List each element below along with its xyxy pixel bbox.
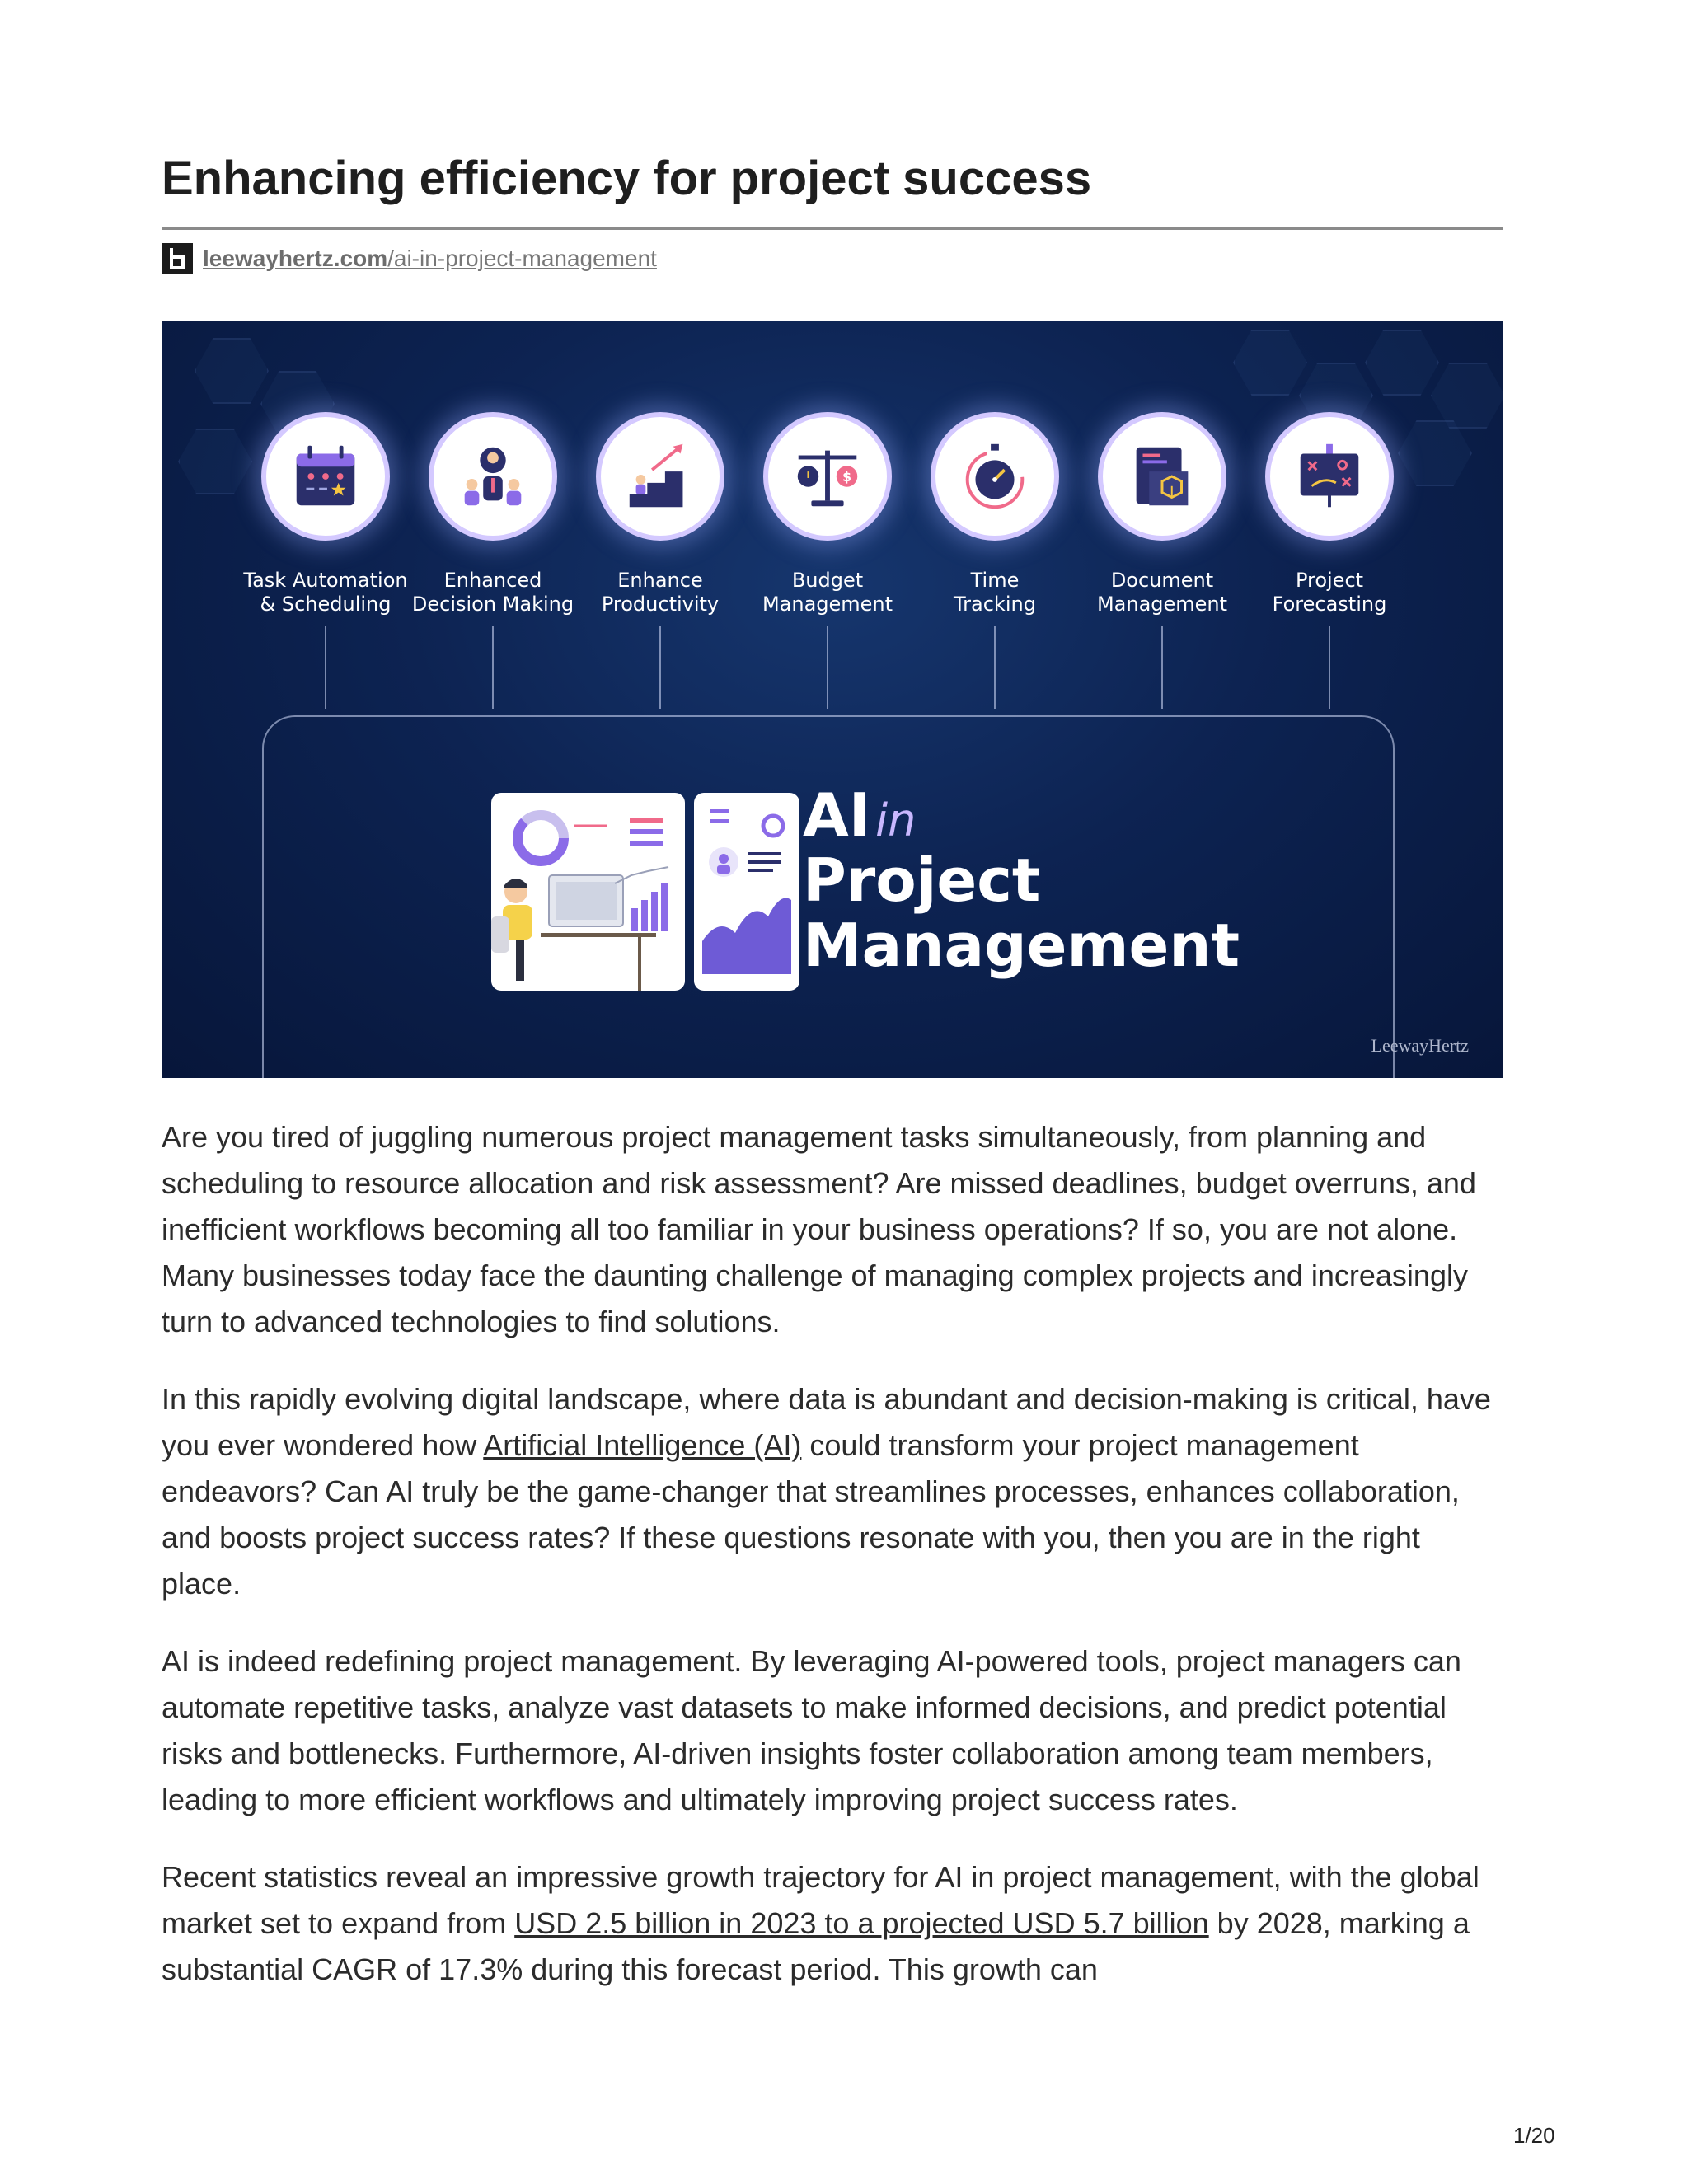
article-body xyxy=(162,1114,1503,2024)
balance-scale-icon xyxy=(787,436,868,517)
calendar-icon xyxy=(285,436,366,517)
source-path: /ai-in-project-management xyxy=(387,246,657,271)
feature-productivity xyxy=(578,412,743,659)
paragraph-3: AI is indeed redefining project management. By leveraging AI-powered tools, project managers can automate repetitive tasks, analyze vast datasets to make informed decisions, and predict potential risks and bottlenecks. Furthermore, AI-driven insights foster collaboration among team members, leading to more efficient workflows and ultimately improving project success rates. xyxy=(162,1644,1461,1816)
team-decision-icon xyxy=(452,436,533,517)
hero-watermark: LeewayHertz xyxy=(1371,1035,1469,1056)
paragraph-4: Recent statistics reveal an impressive growth trajectory for AI in project management, with the global market set to expand from USD 2.5 billion in 2023 to a projected USD 5.7 billion by 2028, marking a substantial CAGR of 17.3% during this forecast period. This growth can xyxy=(162,1860,1479,1986)
feature-label: Task Automation & Scheduling xyxy=(243,569,408,616)
source-link[interactable] xyxy=(203,246,657,272)
source-domain: leewayhertz.com xyxy=(203,246,388,271)
paragraph-2: In this rapidly evolving digital landscape, where data is abundant and decision-making is critical, have you ever wondered how Artificial Intelligence (AI) could transform your project management endeavors? Can AI truly be the game-changer that streamlines processes, enhances collaboration, and boosts project success rates? If these questions resonate with you, then you are in the right place. xyxy=(162,1382,1491,1601)
feature-time-tracking xyxy=(912,412,1077,659)
feature-budget xyxy=(745,412,910,659)
paragraph-1: Are you tired of juggling numerous project management tasks simultaneously, from planning and scheduling to resource allocation and risk assessment? Are missed deadlines, budget overruns, and inefficient workflows becoming all too familiar in your business operations? If so, you are not alone. Many businesses today face the daunting challenge of managing complex projects and increasingly turn to advanced technologies to find solutions. xyxy=(162,1120,1476,1338)
feature-document xyxy=(1080,412,1245,659)
page-number: 1/20 xyxy=(1513,2123,1555,2148)
feature-decision-making xyxy=(410,412,575,659)
title-divider xyxy=(162,227,1503,230)
headline-project: Project xyxy=(803,846,1041,916)
headline-management: Management xyxy=(803,911,1240,981)
dashboard-panel xyxy=(491,793,685,991)
feature-label: Budget Management xyxy=(762,569,893,616)
headline-ai: AI xyxy=(803,780,871,850)
feature-label: Document Management xyxy=(1096,569,1228,616)
market-stat-link[interactable]: USD 2.5 billion in 2023 to a projected USD 5.7 billion xyxy=(514,1906,1209,1940)
headline-in: in xyxy=(875,794,917,846)
feature-forecasting xyxy=(1247,412,1412,659)
feature-label: Enhanced Decision Making xyxy=(411,569,574,616)
analytics-illustration xyxy=(491,793,685,991)
strategy-board-icon xyxy=(1289,436,1370,517)
growth-stairs-icon xyxy=(620,436,701,517)
document-folder-icon xyxy=(1122,436,1203,517)
site-logo-icon xyxy=(162,243,193,274)
svg-text:$: $ xyxy=(842,468,851,485)
feature-label: Project Forecasting xyxy=(1272,569,1387,616)
profile-chart-illustration xyxy=(694,793,799,991)
source-line xyxy=(162,242,657,275)
ai-link[interactable]: Artificial Intelligence (AI) xyxy=(483,1428,802,1462)
stopwatch-icon xyxy=(954,436,1035,517)
hero-image xyxy=(162,321,1503,1078)
profile-panel xyxy=(694,793,799,991)
feature-task-automation xyxy=(243,412,408,659)
page-title: Enhancing efficiency for project success xyxy=(162,152,1092,205)
feature-label: Time Tracking xyxy=(954,569,1036,616)
feature-label: Enhance Productivity xyxy=(601,569,720,616)
hero-headline xyxy=(803,780,1240,981)
